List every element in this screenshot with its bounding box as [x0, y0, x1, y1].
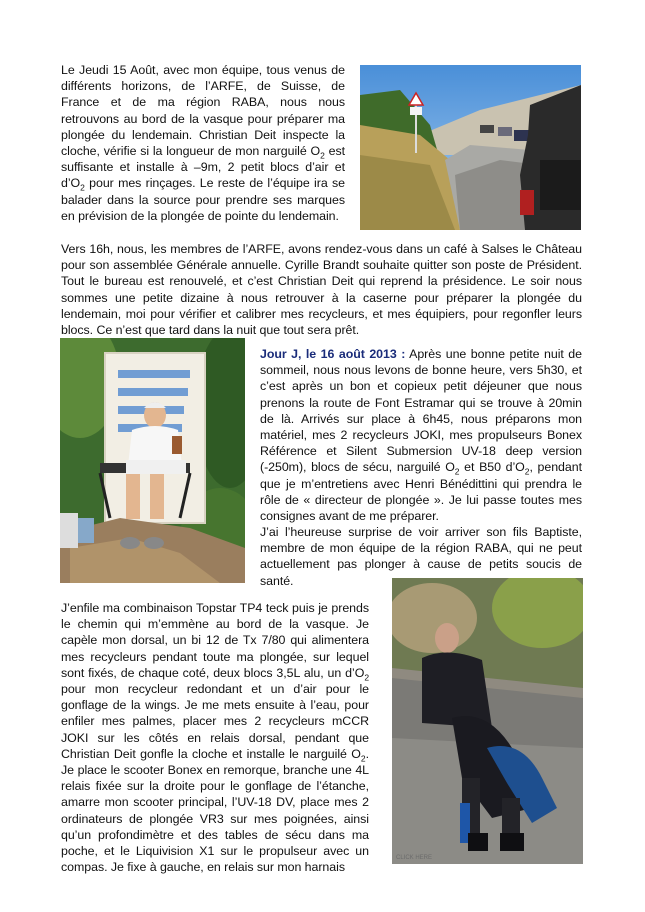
paragraph-august-15: Le Jeudi 15 Août, avec mon équipe, tous venus de différents horizons, de l’ARFE, de Suisse, de France et de ma région RABA, nous nous retrouvons au bord de la vasque pour préparer ma plongée du lendemain. Christian Deit inspecte la cloche, vérifie si la longueur de mon narguilé $O_2$ est suffisante et installe à –9m, 2 petit blocs d’air et $d’O_2$ pour mes rinçages. Le reste de l’équipe ira se balader dans la source pour prendre ses marques en prévision de la plongée de pointe du lendemain.	[61, 63, 345, 223]
photo-watermark: CLICK HERE	[396, 855, 433, 861]
photo-road-cars	[360, 65, 581, 230]
paragraph-baptiste: J’ai l’heureuse surprise de voir arriver son fils Baptiste, membre de mon équipe de la région RABA, qui ne peut actuellement pas plonger à cause de petits soucis de santé.	[260, 525, 582, 588]
photo-diver-drysuit	[392, 578, 583, 864]
day-j-heading: Jour J, le 16 août 2013 :	[260, 347, 406, 361]
paragraph-day-j: Jour J, le 16 août 2013 : Après une bonne petite nuit de sommeil, nous nous levons de bonne heure, vers 5h30, et c’est après un bon et copieux petit déjeuner que nous prenons la route de Font Estramar qui se trouve à 20min de là. Arrivés sur place à 6h45, nous préparons mon matériel, mes 2 recycleurs JOKI, mes propulseurs Bonex Référence et Silent Submersion UV-18 deep version (-250m), blocs de sécu, narguilé $O_2$ et B50 $d’O_2$, pendant que je m’entretiens avec Henri Bénédittini qui prendra le rôle de « directeur de plongée ». Je lui passe toutes mes consignes avant de me préparer.	[260, 347, 582, 524]
paragraph-arfe-meeting: Vers 16h, nous, les membres de l’ARFE, avons rendez-vous dans un café à Salses le Château pour son assemblée Générale annuelle. Cyrille Brandt souhaite quitter son poste de Président. Tout le bureau est renouvelé, et c’est Christian Deit qui reprend la présidence. Le soir nous sommes une petite dizaine à nous retrouver à la caserne pour préparer la plongée du lendemain, moi pour vérifier et calibrer mes recycleurs, et mes équipiers, pour regonfler leurs blocs. Ce n’est que tard dans la nuit que tout sera prêt.	[61, 242, 582, 338]
road-cars-photo-icon	[360, 65, 581, 230]
man-sitting-chair-photo-icon	[60, 338, 245, 583]
photo-man-on-chair	[60, 338, 245, 583]
diver-drysuit-photo-icon	[392, 578, 583, 864]
paragraph-preparation: J’enfile ma combinaison Topstar TP4 teck puis je prends le chemin qui m’emmène au bord de la vasque. Je capèle mon dorsal, un bi 12 de Tx 7/80 qui alimentera mes recycleurs pendant toute ma plongée, sur lequel sont fixés, de chaque coté, deux blocs 3,5L alu, un $d’O_2$ pour mon recycleur redondant et un d’air pour le gonflage de la wings. Je me mets ensuite à l’eau, pour enfiler mes palmes, placer mes 2 recycleurs mCCR JOKI sur les côtés en relais dorsal, pendant que Christian Deit gonfle la cloche et installe le narguilé $O_2$. Je place le scooter Bonex en remorque, branche une 4L relais fixée sur la droite pour le gonflage de l’étanche, amarre mon scooter principal, l’UV-18 DV, place mes 2 ordinateurs de plongée VR3 sur mes poignées, ainsi qu’un profondimètre et des tables de sécu dans ma poche, et le Liquivision X1 sur le propulseur avec un compas. Je fixe à gauche, en relais sur mon harnais	[61, 601, 369, 875]
